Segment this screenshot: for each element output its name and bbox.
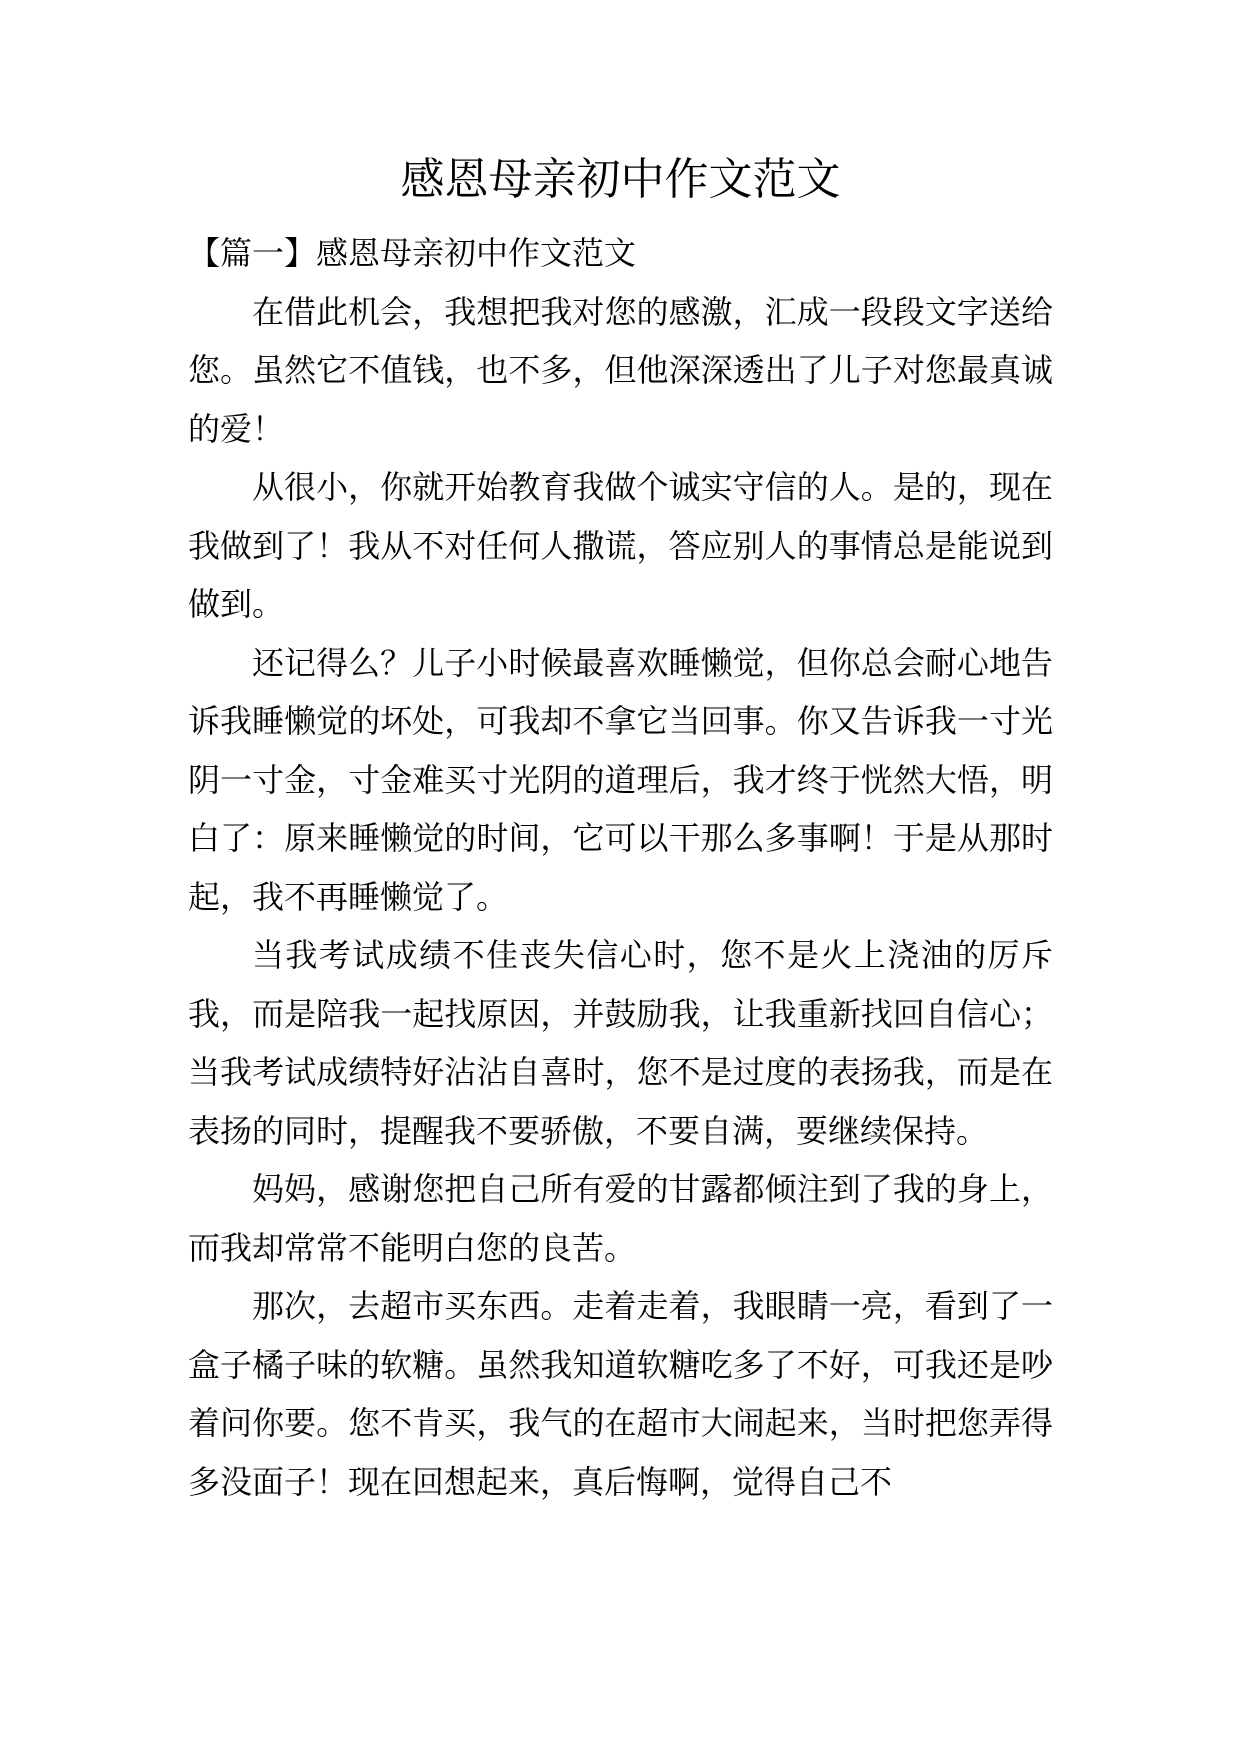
paragraph-6: 那次，去超市买东西。走着走着，我眼睛一亮，看到了一盒子橘子味的软糖。虽然我知道软糖吃多了不好，可我还是吵着问你要。您不肯买，我气的在超市大闹起来，当时把您弄得多没面子！现在回想起来，真后悔啊，觉得自己不 (188, 1287, 1053, 1501)
document-body (188, 224, 1053, 1511)
document-title: 感恩母亲初中作文范文 (400, 154, 841, 205)
paragraph-2: 从很小，你就开始教育我做个诚实守信的人。是的，现在我做到了！我从不对任何人撒谎，答应别人的事情总是能说到做到。 (188, 468, 1053, 623)
section-heading: 【篇一】感恩母亲初中作文范文 (188, 234, 637, 272)
paragraph-1: 在借此机会，我想把我对您的感激，汇成一段段文字送给您。虽然它不值钱，也不多，但他深深透出了儿子对您最真诚的爱！ (188, 292, 1053, 448)
paragraph-3: 还记得么？儿子小时候最喜欢睡懒觉，但你总会耐心地告诉我睡懒觉的坏处，可我却不拿它当回事。你又告诉我一寸光阴一寸金，寸金难买寸光阴的道理后，我才终于恍然大悟，明白了：原来睡懒觉的时间，它可以干那么多事啊！于是从那时起，我不再睡懒觉了。 (188, 643, 1053, 916)
paragraph-5: 妈妈，感谢您把自己所有爱的甘露都倾注到了我的身上，而我却常常不能明白您的良苦。 (188, 1170, 1053, 1267)
paragraph-4: 当我考试成绩不佳丧失信心时，您不是火上浇油的厉斥我，而是陪我一起找原因，并鼓励我，让我重新找回自信心；当我考试成绩特好沾沾自喜时，您不是过度的表扬我，而是在表扬的同时，提醒我不要骄傲，不要自满，要继续保持。 (188, 936, 1053, 1150)
